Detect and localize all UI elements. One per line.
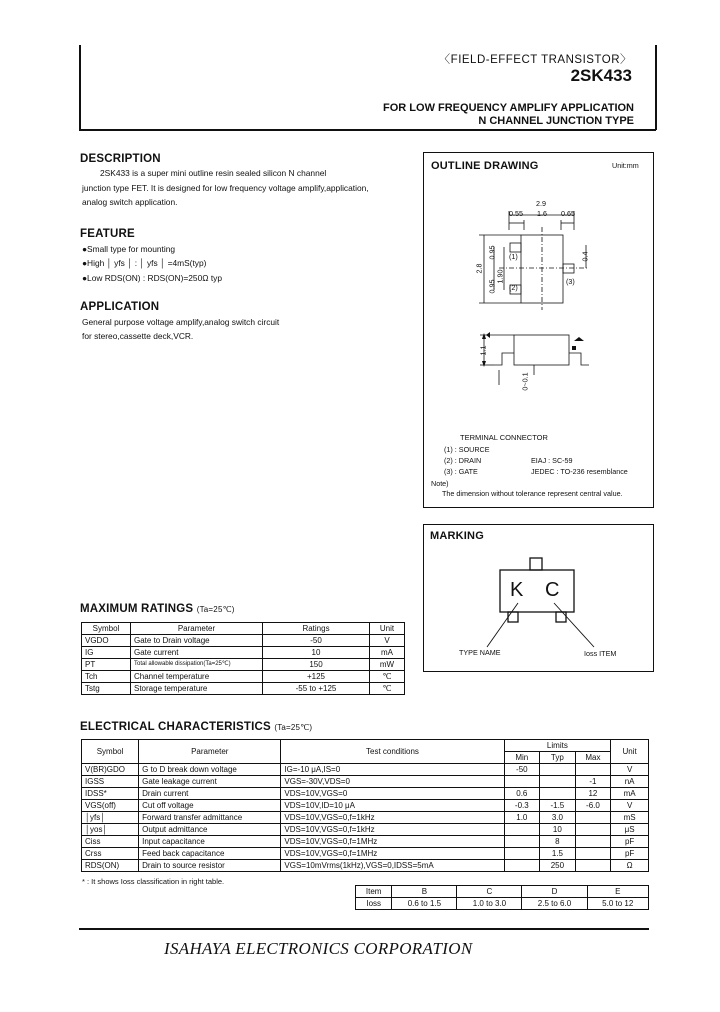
table-row: [82, 635, 405, 647]
marking-letter-k: K: [510, 579, 524, 601]
cell: VDS=10V,VGS=0,f=1kHz: [281, 824, 504, 836]
marking-ioss-item: Ioss ITEM: [584, 649, 617, 658]
cell: VGS(off): [82, 800, 139, 812]
cell: [504, 860, 540, 872]
feature-item-high-yfs: ●High │ yfs │ : │ yfs │ =4mS(typ): [82, 258, 207, 268]
cell: VDS=10V,ID=10 μA: [281, 800, 504, 812]
cell: [504, 776, 540, 788]
header-application-line2: N CHANNEL JUNCTION TYPE: [478, 115, 634, 127]
footer-rule: [79, 928, 649, 930]
cell: [504, 824, 540, 836]
col-min: Min: [504, 752, 540, 764]
col-symbol: Symbol: [82, 740, 139, 764]
cell: Gate leakage current: [139, 776, 281, 788]
cell: 10: [263, 647, 370, 659]
terminal-drain: (2) : DRAIN: [444, 456, 482, 465]
header-part-number: 2SK433: [570, 66, 632, 85]
cell: -1: [575, 776, 611, 788]
cell: [504, 848, 540, 860]
cell: Forward transfer admittance: [139, 812, 281, 824]
cell: │yos│: [82, 824, 139, 836]
header-category: 〈FIELD-EFFECT TRANSISTOR〉: [438, 54, 632, 66]
cell: Total allowable dissipation(Ta=25℃): [131, 659, 263, 671]
table-row: [82, 659, 405, 671]
cell: IG: [82, 647, 131, 659]
marking-title: MARKING: [430, 530, 484, 542]
cell: 8: [540, 836, 576, 848]
cell: Feed back capacitance: [139, 848, 281, 860]
feature-item-low-rds: ●Low RDS(ON) : RDS(ON)=250Ω typ: [82, 273, 222, 283]
cell: 0.6: [504, 788, 540, 800]
header-right-rule: [655, 45, 657, 130]
cell: VGDO: [82, 635, 131, 647]
terminal-title: TERMINAL CONNECTOR: [460, 433, 548, 442]
cell: Ioss: [356, 898, 392, 910]
col-ratings: Ratings: [263, 623, 370, 635]
elec-header-row: [82, 740, 649, 752]
pin2-label: (2): [509, 283, 518, 292]
cell: Item: [356, 886, 392, 898]
cell: [575, 824, 611, 836]
cell: V(BR)GDO: [82, 764, 139, 776]
col-parameter: Parameter: [131, 623, 263, 635]
cell: Tch: [82, 671, 131, 683]
cell: 2.5 to 6.0: [522, 898, 587, 910]
col-parameter: Parameter: [139, 740, 281, 764]
note-label: Note): [431, 479, 449, 488]
jedec-label: JEDEC : TO-236 resemblance: [531, 467, 628, 476]
dim-bot: 0~0.1: [520, 372, 530, 391]
cell: VGS=-30V,VDS=0: [281, 776, 504, 788]
cell: -55 to +125: [263, 683, 370, 695]
pin3-label: (3): [566, 277, 575, 286]
cell: VDS=10V,VGS=0,f=1MHz: [281, 836, 504, 848]
cell: [575, 764, 611, 776]
cell: [575, 812, 611, 824]
max-ratings-table: [81, 622, 405, 695]
elec-char-condition: (Ta=25℃): [274, 723, 313, 732]
cell: IG=-10 μA,IS=0: [281, 764, 504, 776]
dim-h: 2.8: [474, 263, 484, 274]
cell: Gate current: [131, 647, 263, 659]
note-text: The dimension without tolerance represent central value.: [442, 489, 623, 498]
cell: nA: [611, 776, 649, 788]
cell: VDS=10V,VGS=0: [281, 788, 504, 800]
cell: 0.6 to 1.5: [392, 898, 457, 910]
cell: -6.0: [575, 800, 611, 812]
ioss-table: [355, 885, 649, 910]
table-row: [82, 824, 649, 836]
marking-type-name: TYPE NAME: [459, 648, 501, 657]
cell: Channel temperature: [131, 671, 263, 683]
max-ratings-condition: (Ta=25℃): [196, 605, 235, 614]
cell: G to D break down voltage: [139, 764, 281, 776]
cell: 150: [263, 659, 370, 671]
cell: pF: [611, 848, 649, 860]
table-row: [82, 776, 649, 788]
col-typ: Typ: [540, 752, 576, 764]
dim-v1: 0.95: [487, 245, 497, 260]
cell: D: [522, 886, 587, 898]
cell: Tstg: [82, 683, 131, 695]
feature-item-small: ●Small type for mounting: [82, 244, 176, 254]
table-row: [82, 836, 649, 848]
terminal-source: (1) : SOURCE: [444, 445, 490, 454]
pin1-label: (1): [509, 252, 518, 261]
table-row: [82, 848, 649, 860]
dim-top: 2.9: [536, 199, 546, 208]
cell: VDS=10V,VGS=0,f=1MHz: [281, 848, 504, 860]
cell: VDS=10V,VGS=0,f=1kHz: [281, 812, 504, 824]
cell: [575, 860, 611, 872]
cell: 1.0: [504, 812, 540, 824]
table-row: [82, 812, 649, 824]
cell: B: [392, 886, 457, 898]
cell: -50: [263, 635, 370, 647]
elec-char-note: * : It shows Ioss classification in right table.: [82, 877, 225, 886]
col-unit: Unit: [611, 740, 649, 764]
eiaj-label: EIAJ : SC-59: [531, 456, 573, 465]
cell: Drain to source resistor: [139, 860, 281, 872]
cell: 1.0 to 3.0: [457, 898, 522, 910]
max-ratings-header-row: [82, 623, 405, 635]
cell: V: [611, 800, 649, 812]
cell: ℃: [370, 683, 405, 695]
terminal-gate: (3) : GATE: [444, 467, 478, 476]
elec-char-title-text: ELECTRICAL CHARACTERISTICS: [80, 721, 271, 733]
cell: mA: [370, 647, 405, 659]
cell: Cut off voltage: [139, 800, 281, 812]
ioss-header-row: [356, 886, 649, 898]
elec-char-title: [80, 721, 312, 733]
max-ratings-title: [80, 603, 235, 615]
header-bottom-rule: [79, 129, 656, 131]
description-line3: analog switch application.: [82, 197, 178, 207]
cell: IDSS*: [82, 788, 139, 800]
cell: RDS(ON): [82, 860, 139, 872]
cell: C: [457, 886, 522, 898]
application-title: APPLICATION: [80, 301, 160, 313]
table-row: [82, 647, 405, 659]
description-line1: 2SK433 is a super mini outline resin sealed silicon N channel: [100, 168, 327, 178]
dim-left: 0.55: [509, 209, 523, 218]
col-test-conditions: Test conditions: [281, 740, 504, 764]
cell: -0.3: [504, 800, 540, 812]
cell: [540, 788, 576, 800]
header-application-line1: FOR LOW FREQUENCY AMPLIFY APPLICATION: [383, 102, 634, 114]
marking-letter-c: C: [545, 579, 560, 601]
cell: Ciss: [82, 836, 139, 848]
cell: IGSS: [82, 776, 139, 788]
col-limits: Limits: [504, 740, 611, 752]
cell: PT: [82, 659, 131, 671]
cell: │yfs│: [82, 812, 139, 824]
cell: +125: [263, 671, 370, 683]
cell: V: [370, 635, 405, 647]
ioss-value-row: [356, 898, 649, 910]
cell: 10: [540, 824, 576, 836]
cell: 3.0: [540, 812, 576, 824]
table-row: [82, 860, 649, 872]
cell: Input capacitance: [139, 836, 281, 848]
dim-v3: 0.95: [487, 279, 497, 294]
cell: V: [611, 764, 649, 776]
dim-side: 0.4: [580, 251, 590, 262]
cell: 5.0 to 12: [587, 898, 649, 910]
col-symbol: Symbol: [82, 623, 131, 635]
outline-unit: Unit:mm: [612, 161, 639, 170]
elec-char-table: [81, 739, 649, 872]
cell: E: [587, 886, 649, 898]
table-row: [82, 800, 649, 812]
cell: [540, 764, 576, 776]
col-unit: Unit: [370, 623, 405, 635]
table-row: [82, 764, 649, 776]
cell: -50: [504, 764, 540, 776]
dim-v2: 1.90: [495, 269, 505, 284]
description-line2: junction type FET. It is designed for low frequency voltage amplify,application,: [82, 183, 369, 193]
feature-title: FEATURE: [80, 228, 135, 240]
cell: mW: [370, 659, 405, 671]
dim-h2: 1.1: [478, 345, 488, 356]
cell: 12: [575, 788, 611, 800]
table-row: [82, 671, 405, 683]
application-line2: for stereo,cassette deck,VCR.: [82, 331, 194, 341]
cell: [540, 776, 576, 788]
description-title: DESCRIPTION: [80, 153, 161, 165]
cell: μS: [611, 824, 649, 836]
footer-company: ISAHAYA ELECTRONICS CORPORATION: [164, 939, 473, 958]
dim-mid: 1.6: [537, 209, 547, 218]
col-max: Max: [575, 752, 611, 764]
cell: [575, 836, 611, 848]
max-ratings-title-text: MAXIMUM RATINGS: [80, 603, 194, 615]
cell: Drain current: [139, 788, 281, 800]
cell: 250: [540, 860, 576, 872]
cell: Gate to Drain voltage: [131, 635, 263, 647]
cell: [575, 848, 611, 860]
cell: Output admittance: [139, 824, 281, 836]
cell: mA: [611, 788, 649, 800]
cell: Storage temperature: [131, 683, 263, 695]
application-line1: General purpose voltage amplify,analog switch circuit: [82, 317, 280, 327]
cell: Ω: [611, 860, 649, 872]
table-row: [82, 683, 405, 695]
cell: ℃: [370, 671, 405, 683]
outline-title: OUTLINE DRAWING: [431, 160, 539, 172]
cell: mS: [611, 812, 649, 824]
cell: pF: [611, 836, 649, 848]
cell: VGS=10mVrms(1kHz),VGS=0,IDSS=5mA: [281, 860, 504, 872]
cell: 1.5: [540, 848, 576, 860]
cell: [504, 836, 540, 848]
dim-right: 0.65: [561, 209, 575, 218]
cell: Crss: [82, 848, 139, 860]
cell: -1.5: [540, 800, 576, 812]
table-row: [82, 788, 649, 800]
header-left-rule: [79, 45, 81, 130]
